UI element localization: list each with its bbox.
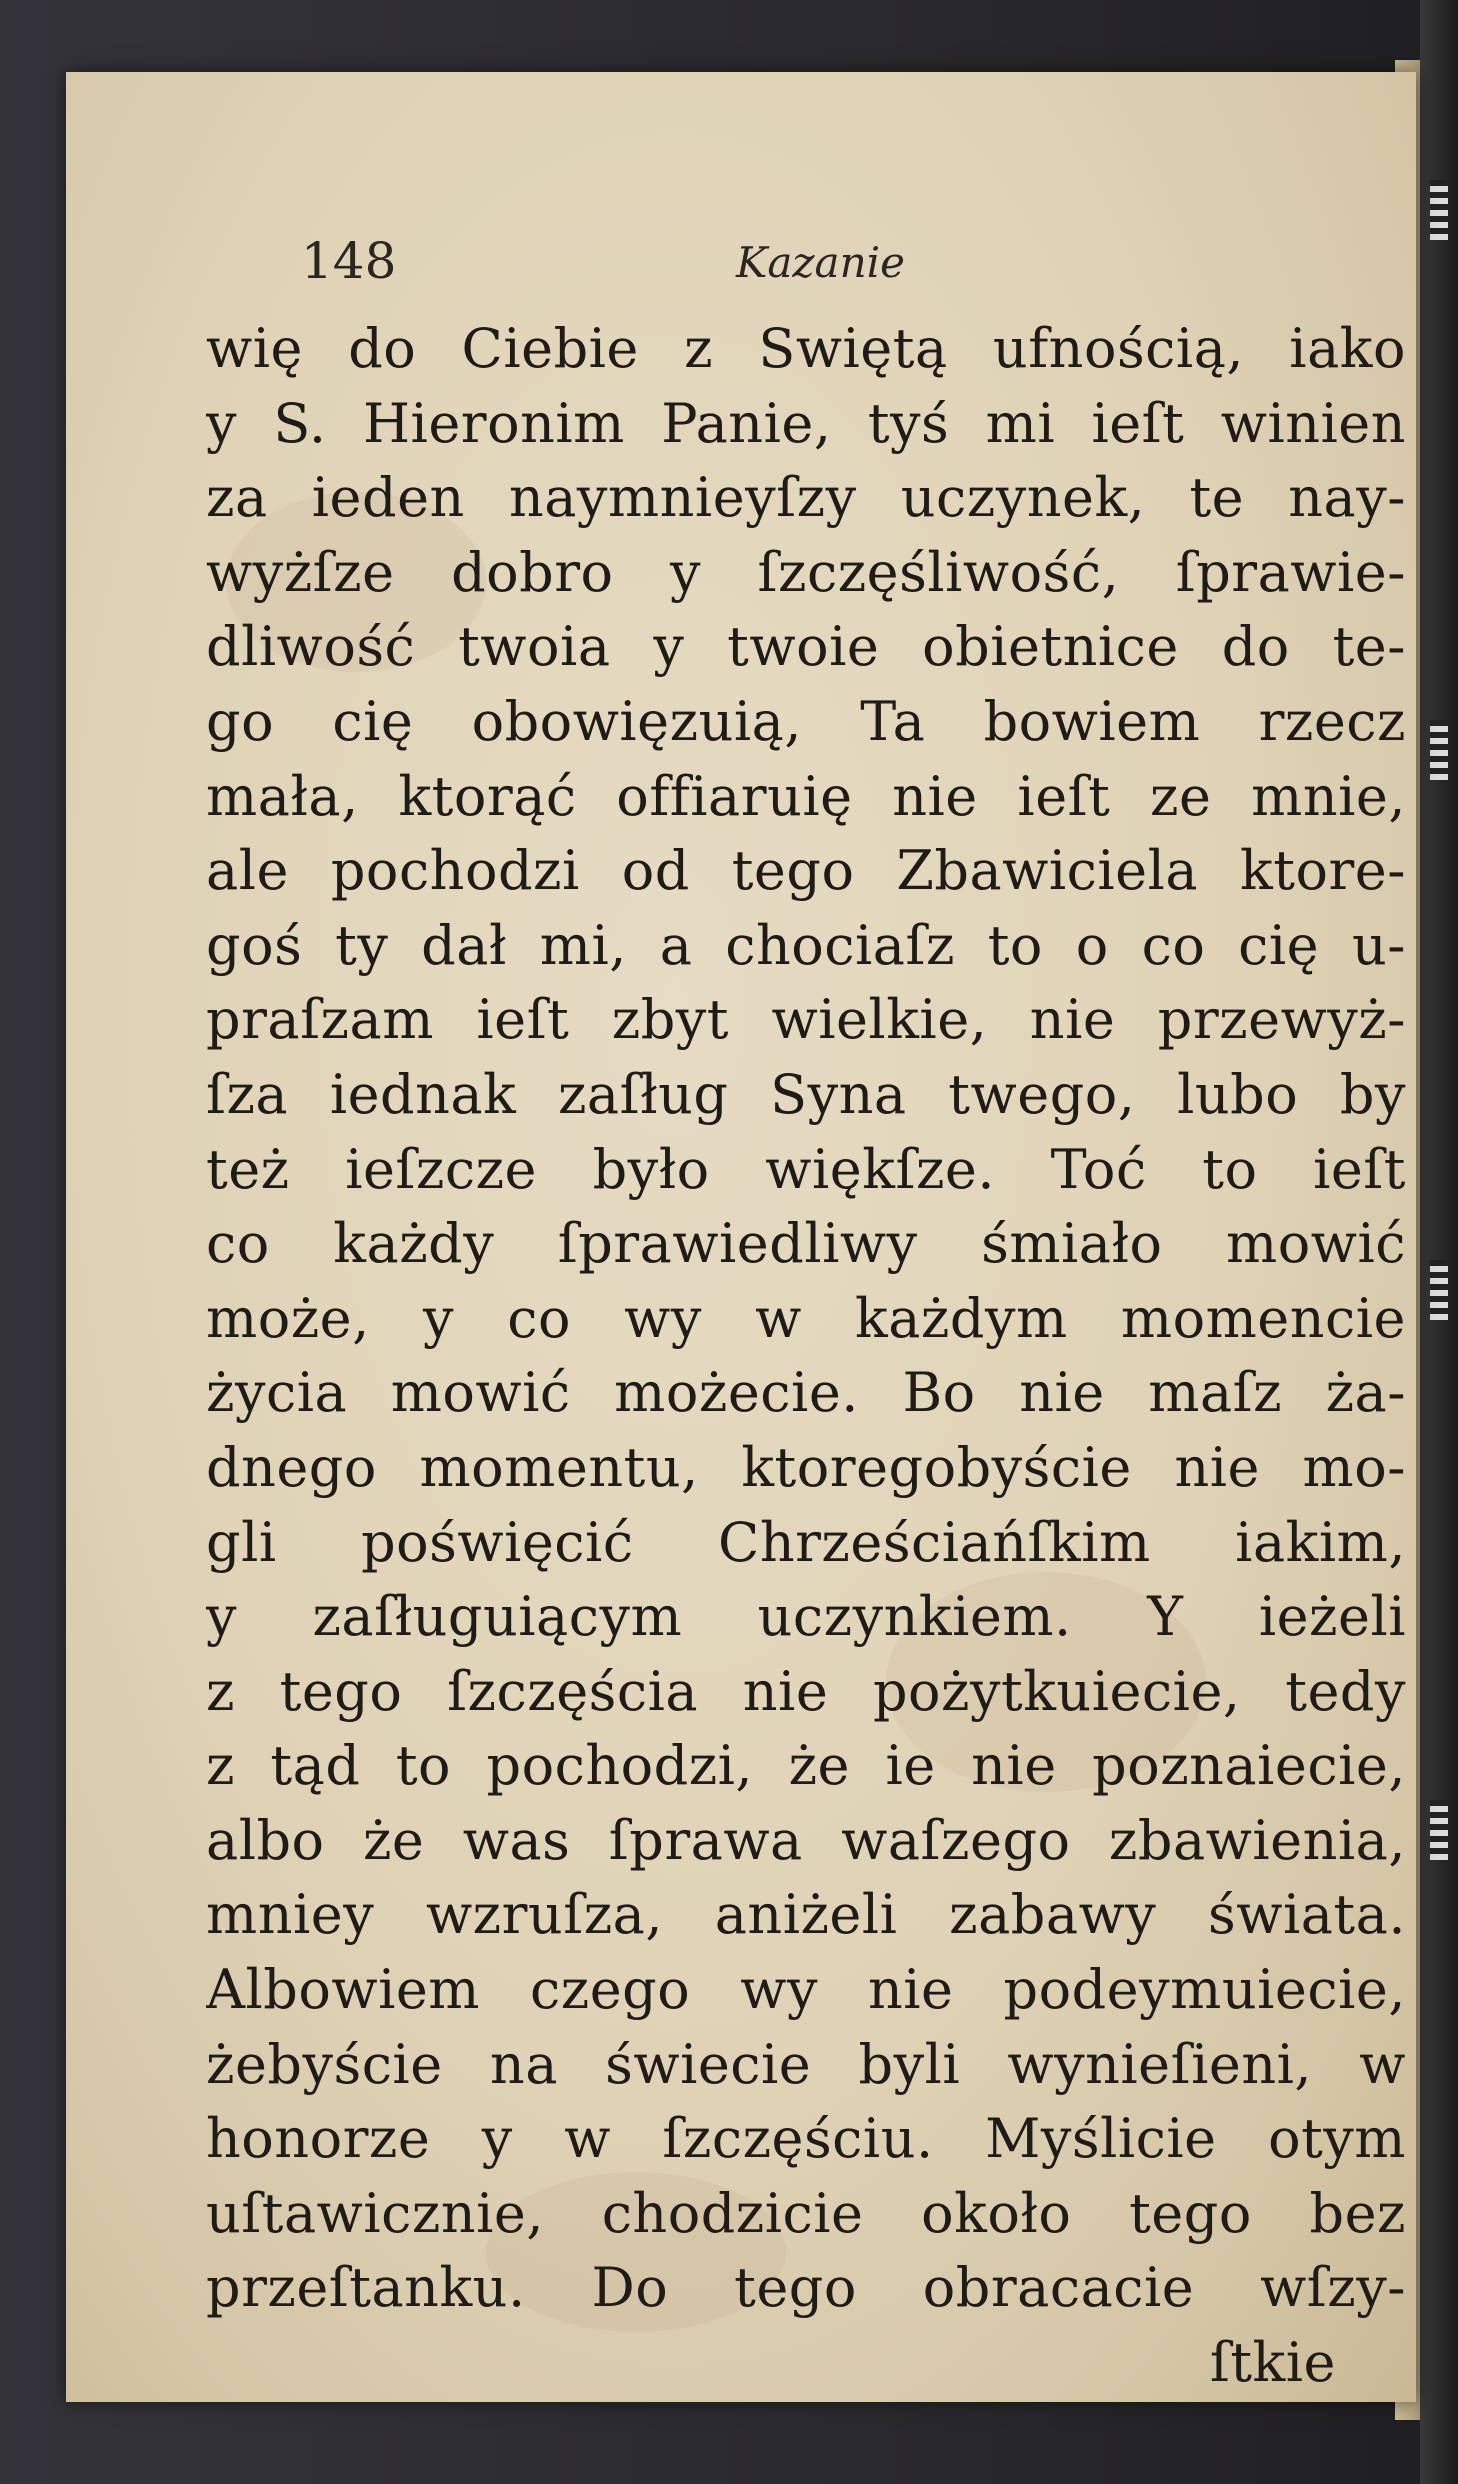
text-line: ale pochodzi od tego Zbawiciela ktore- — [206, 839, 1406, 903]
text-line: gli poświęcić Chrześciańſkim iakim, — [206, 1510, 1406, 1574]
edge-tick — [1430, 1800, 1448, 1860]
text-line: mniey wzruſza, aniżeli zabawy świata. — [206, 1883, 1406, 1947]
scan-edge-strip — [1420, 0, 1458, 2484]
text-line: za ieden naymnieyſzy uczynek, te nay- — [206, 466, 1406, 530]
running-title: Kazanie — [736, 238, 905, 287]
text-line: życia mowić możecie. Bo nie maſz ża- — [206, 1361, 1406, 1425]
page-number: 148 — [301, 232, 397, 290]
edge-tick — [1430, 1260, 1448, 1320]
catchword: ſtkie — [1209, 2331, 1336, 2395]
text-line: może, y co wy w każdym momencie — [206, 1286, 1406, 1350]
text-line: y S. Hieronim Panie, tyś mi ieſt winien — [206, 391, 1406, 455]
text-line: co każdy ſprawiedliwy śmiało mowić — [206, 1212, 1406, 1276]
text-line: uſtawicznie, chodzicie około tego bez — [206, 2181, 1406, 2245]
text-line: dnego momentu, ktoregobyście nie mo- — [206, 1435, 1406, 1499]
text-line: z tąd to pochodzi, że ie nie poznaiecie, — [206, 1734, 1406, 1798]
text-line: goś ty dał mi, a chociaſz to o co cię u- — [206, 913, 1406, 977]
text-line: wię do Ciebie z Swiętą ufnością, iako — [206, 317, 1406, 380]
text-line: ſza iednak zaſług Syna twego, lubo by — [206, 1062, 1406, 1126]
edge-tick — [1430, 180, 1448, 240]
text-line: albo że was ſprawa waſzego zbawienia, — [206, 1808, 1406, 1872]
text-line: przeſtanku. Do tego obracacie wſzy- — [206, 2256, 1406, 2320]
text-line: wyżſze dobro y ſzczęśliwość, ſprawie- — [206, 540, 1406, 604]
book-page — [66, 72, 1416, 2402]
text-line: Albowiem czego wy nie podeymuiecie, — [206, 1958, 1406, 2022]
text-line: też ieſzcze było więkſze. Toć to ieſt — [206, 1137, 1406, 1201]
text-line: y zaſługuiącym uczynkiem. Y ieżeli — [206, 1585, 1406, 1649]
text-line: honorze y w ſzczęściu. Myślicie otym — [206, 2107, 1406, 2171]
text-line: dliwość twoia y twoie obietnice do te- — [206, 615, 1406, 679]
text-line: praſzam ieſt zbyt wielkie, nie przewyż- — [206, 988, 1406, 1052]
body-text — [206, 312, 1406, 2401]
page-header — [66, 232, 1416, 312]
edge-tick — [1430, 720, 1448, 780]
text-line: żebyście na świecie byli wynieſieni, w — [206, 2032, 1406, 2096]
text-line: mała, ktorąć offiaruię nie ieſt ze mnie, — [206, 764, 1406, 828]
text-line: z tego ſzczęścia nie pożytkuiecie, tedy — [206, 1659, 1406, 1723]
text-line: go cię obowięzuią, Ta bowiem rzecz — [206, 689, 1406, 753]
